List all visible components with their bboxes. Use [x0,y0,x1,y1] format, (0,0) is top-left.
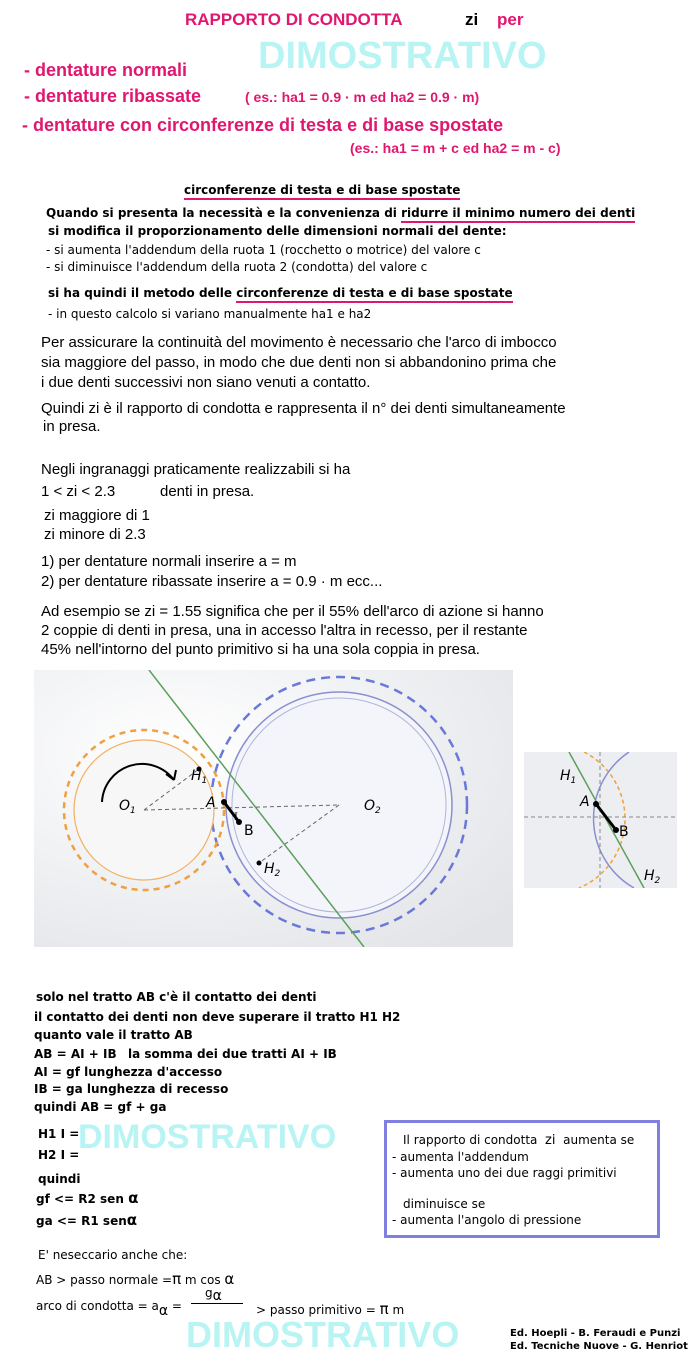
credit-hoepli: Ed. Hoepli - B. Feraudi e Punzi [510,1328,681,1339]
para1-line1: Per assicurare la continuità del movimento è necessario che l'arco di imbocco [41,334,557,351]
label-o2: $O_2$ [364,798,381,816]
box-title: Il rapporto di condotta zi aumenta se [403,1133,635,1148]
calc-arco: arco di condotta = aα = [36,1299,182,1319]
calc-quindi: quindi [38,1172,81,1186]
gear-detail-inset [524,752,677,888]
section-p2-item: - in questo calcolo si variano manualmente ha1 e ha2 [48,307,372,321]
calc-ab-sum-desc: la somma dei due tratti AI + IB [128,1047,337,1061]
title-per: per [497,10,524,29]
bullet-spostate-example: (es.: ha1 = m + c ed ha2 = m - c) [350,140,561,156]
section-heading: circonferenze di testa e di base spostate [184,183,460,200]
credit-tecniche-nuove: Ed. Tecniche Nuove - G. Henriot [510,1341,688,1352]
title-zi: zi [465,10,479,29]
calc-passo-primitivo: > passo primitivo = π m [256,1300,405,1318]
gear-diagram [34,670,513,947]
section-item2: - si diminuisce l'addendum della ruota 2 (condotta) del valore c [46,260,428,274]
inset-label-a: A [580,794,590,810]
section-p1-line2: si modifica il proporzionamento delle dimensioni normali del dente: [48,224,507,238]
section-item1: - si aumenta l'addendum della ruota 1 (rocchetto o motrice) del valore c [46,243,481,257]
label-b: B [244,823,254,839]
calc-ga: ga <= R1 senα [36,1211,138,1229]
box-item-angolo: - aumenta l'angolo di pressione [392,1213,582,1227]
section-p2: si ha quindi il metodo delle circonferenze di testa e di base spostate [48,286,513,300]
para1-line3: i due denti successivi non siano venuti a contatto. [41,374,371,391]
calc-ab-condition: AB > passo normale =π m cos α [36,1270,235,1288]
calc-ab-result: quindi AB = gf + ga [34,1100,167,1114]
inset-label-b: B [619,824,629,840]
calc-ab-sum: AB = AI + IB [34,1047,117,1061]
section-p1: Quando si presenta la necessità e la convenienza di ridurre il minimo numero dei denti [46,206,635,220]
calc-h2i: H2 I = [38,1148,80,1162]
calc-h1i: H1 I = [38,1127,80,1141]
para2-line2: in presa. [43,418,101,435]
bullet-spostate: - dentature con circonferenze di testa e di base spostate [22,115,504,135]
bullet-ribassate-example: ( es.: ha1 = 0.9 · m ed ha2 = 0.9 · m) [245,89,480,105]
calc-ib: IB = ga lunghezza di recesso [34,1082,229,1096]
box-item-raggi: - aumenta uno dei due raggi primitivi [392,1166,617,1180]
fraction-bar [191,1303,243,1304]
inset-label-h2: $H_2$ [644,868,661,886]
calc-fraction-num: gα [205,1286,222,1304]
label-o1: $O_1$ [119,798,136,816]
calc-necessario: E' neseccario anche che: [38,1248,188,1262]
calc-ai: AI = gf lunghezza d'accesso [34,1065,223,1079]
para2-line1: Quindi zi è il rapporto di condotta e rappresenta il n° dei denti simultaneamente [41,400,566,417]
calc-gf: gf <= R2 sen α [36,1189,139,1207]
item-normal: 1) per dentature normali inserire a = m [41,553,297,570]
inset-label-h1: $H_1$ [560,768,577,786]
bullet-ribassate: - dentature ribassate [24,86,202,106]
calc-line1: solo nel tratto AB c'è il contatto dei denti [36,990,317,1004]
watermark-middle: DIMOSTRATIVO [78,1118,337,1156]
calc-line2: il contatto dei denti non deve superare il tratto H1 H2 [34,1010,401,1024]
page-title: RAPPORTO DI CONDOTTA [185,10,403,29]
watermark-top: DIMOSTRATIVO [258,35,547,77]
para3-min: zi maggiore di 1 [44,507,150,524]
para3-range-unit: denti in presa. [160,483,255,500]
calc-line3: quanto vale il tratto AB [34,1028,193,1042]
watermark-bottom: DIMOSTRATIVO [186,1314,460,1355]
label-a: A [206,795,216,811]
label-h2: $H_2$ [264,861,281,879]
para1-line2: sia maggiore del passo, in modo che due denti non si abbandonino prima che [41,354,557,371]
label-i: I [234,812,238,823]
box-diminuisce: diminuisce se [403,1197,486,1211]
bullet-normal: - dentature normali [24,60,188,80]
para3-line1: Negli ingranaggi praticamente realizzabili si ha [41,461,351,478]
box-item-addendum: - aumenta l'addendum [392,1150,529,1164]
para3-range: 1 < zi < 2.3 [41,483,116,500]
label-h1: $H_1$ [191,768,208,786]
para4-line2: 2 coppie di denti in presa, una in accesso l'altra in recesso, per il restante [41,622,528,639]
para4-line3: 45% nell'intorno del punto primitivo si ha una sola coppia in presa. [41,641,480,658]
para4-line1: Ad esempio se zi = 1.55 significa che per il 55% dell'arco di azione si hanno [41,603,544,620]
item-ribassate: 2) per dentature ribassate inserire a = 0.9 · m ecc... [41,573,383,590]
para3-max: zi minore di 2.3 [44,526,146,543]
